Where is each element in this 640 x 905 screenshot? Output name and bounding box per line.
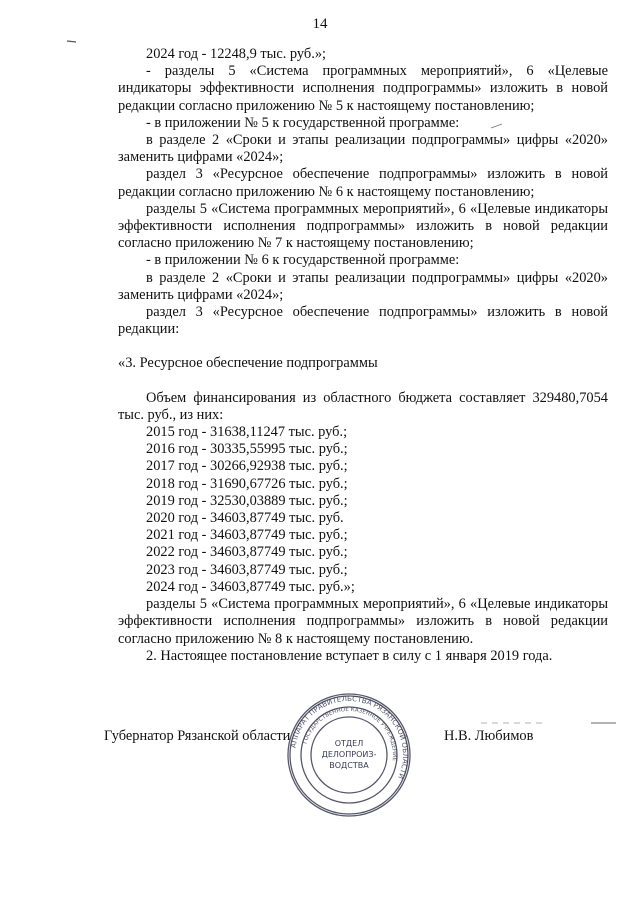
paragraph: 2022 год - 34603,87749 тыс. руб.; — [146, 544, 348, 561]
paragraph: разделы 5 «Система программных мероприятий», 6 «Целевые индикаторы эффективности исполнения подпрограммы» изложить в новой редакции согласно приложению № 8 к настоящему постановлению. — [118, 596, 608, 647]
paragraph: разделы 5 «Система программных мероприятий», 6 «Целевые индикаторы эффективности исполнения подпрограммы» изложить в новой редакции согласно приложению № 7 к настоящему постановлению; — [118, 200, 608, 252]
page-number: 14 — [312, 16, 328, 32]
stamp-outer-text: АППАРАТ ПРАВИТЕЛЬСТВА РЯЗАНСКОЙ ОБЛАСТИ — [288, 693, 411, 781]
pen-tick-mark — [490, 122, 504, 130]
paragraph: 2024 год - 34603,87749 тыс. руб.»; — [146, 578, 355, 595]
paragraph: 2017 год - 30266,92938 тыс. руб.; — [146, 458, 348, 475]
signatory-title: Губернатор Рязанской области — [104, 728, 291, 744]
margin-tick-mark — [66, 38, 78, 44]
signature-dash-left — [480, 720, 550, 726]
stamp-center-line-1: ОТДЕЛ — [334, 739, 364, 748]
paragraph: 2016 год - 30335,55995 тыс. руб.; — [146, 441, 348, 458]
paragraph: 2. Настоящее постановление вступает в силу с 1 января 2019 года. — [146, 647, 553, 664]
stamp-inner-text: ГОСУДАРСТВЕННОЕ КАЗЕННОЕ УЧРЕЖДЕНИЕ — [302, 706, 398, 762]
paragraph: в разделе 2 «Сроки и этапы реализации подпрограммы» цифры «2020» заменить цифрами «2024»; — [118, 132, 608, 166]
paragraph: 2018 год - 31690,67726 тыс. руб.; — [146, 475, 348, 492]
paragraph: 2015 год - 31638,11247 тыс. руб.; — [146, 424, 348, 441]
paragraph: 2024 год - 12248,9 тыс. руб.»; — [146, 46, 327, 62]
paragraph: 2020 год - 34603,87749 тыс. руб. — [146, 510, 344, 527]
paragraph: «3. Ресурсное обеспечение подпрограммы — [118, 355, 378, 372]
paragraph: - в приложении № 6 к государственной программе: — [146, 252, 460, 269]
signatory-name: Н.В. Любимов — [444, 728, 534, 744]
paragraph: раздел 3 «Ресурсное обеспечение подпрограммы» изложить в новой редакции согласно приложению № 6 к настоящему постановлению; — [118, 166, 608, 200]
stamp-center-line-2: ДЕЛОПРОИЗ- — [321, 750, 377, 759]
paragraph: Объем финансирования из областного бюджета составляет 329480,7054 тыс. руб., из них: — [118, 389, 608, 423]
official-stamp — [286, 692, 412, 818]
paragraph: раздел 3 «Ресурсное обеспечение подпрограммы» изложить в новой редакции: — [118, 304, 608, 338]
paragraph: - разделы 5 «Система программных мероприятий», 6 «Целевые индикаторы эффективности исполнения подпрограммы» изложить в новой редакции согласно приложению № 5 к настоящему постановлению; — [118, 63, 608, 114]
paragraph: 2021 год - 34603,87749 тыс. руб.; — [146, 527, 348, 544]
paragraph: в разделе 2 «Сроки и этапы реализации подпрограммы» цифры «2020» заменить цифрами «2024»; — [118, 269, 608, 303]
stamp-center-line-3: ВОДСТВА — [329, 761, 369, 770]
document-body — [118, 46, 608, 665]
paragraph: - в приложении № 5 к государственной программе: — [146, 114, 460, 131]
paragraph: 2023 год - 34603,87749 тыс. руб.; — [146, 561, 348, 578]
paragraph: 2019 год - 32530,03889 тыс. руб.; — [146, 492, 348, 509]
signature-dash-right — [590, 720, 620, 726]
